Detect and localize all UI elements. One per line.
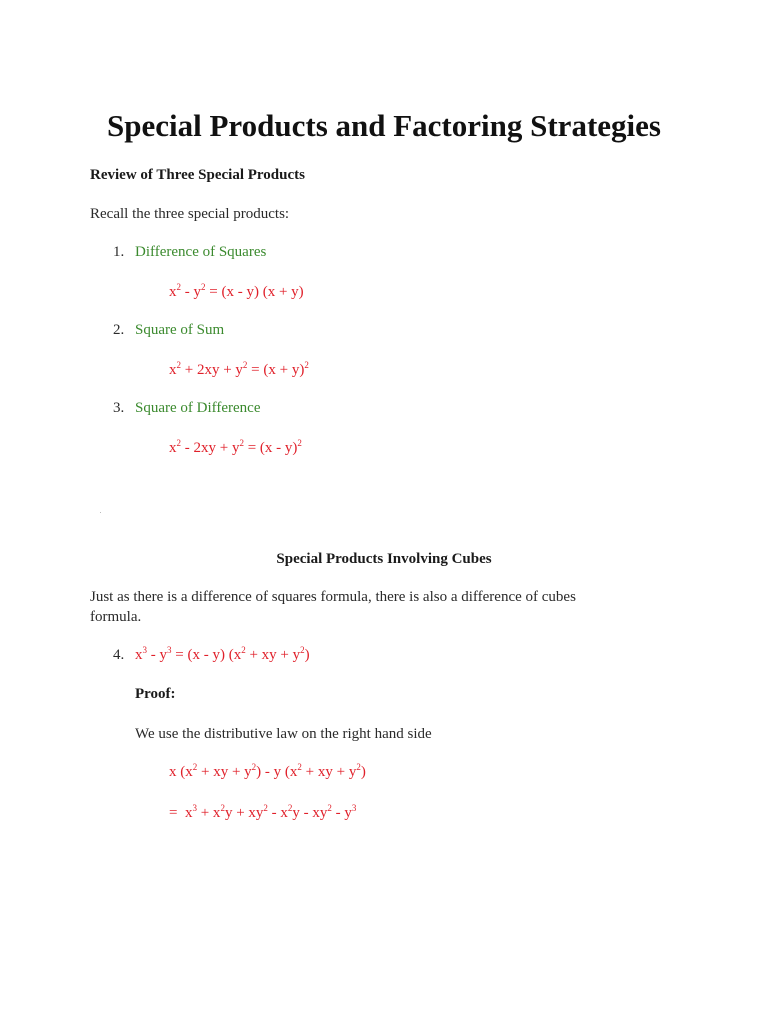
list-number: 1. xyxy=(113,244,125,260)
list-item-term: Square of Difference xyxy=(135,400,261,416)
proof-text: We use the distributive law on the right hand side xyxy=(135,726,432,742)
formula: $x^2 + 2xy + y^2 = (x + y)^2$ xyxy=(169,360,309,378)
section-heading-cubes: Special Products Involving Cubes xyxy=(276,551,492,567)
paragraph-line: Just as there is a difference of squares formula, there is also a difference of cubes xyxy=(90,589,576,605)
list-number: 4. xyxy=(113,647,125,663)
proof-label: Proof: xyxy=(135,686,176,702)
list-number: 3. xyxy=(113,400,125,416)
list-item-term: Square of Sum xyxy=(135,322,225,338)
section-heading-review: Review of Three Special Products xyxy=(90,167,305,183)
intro-text: Recall the three special products: xyxy=(90,206,290,222)
formula: $x^3 - y^3 = (x - y) (x^2$ + xy + $y^2$) xyxy=(135,645,310,663)
paragraph-line: formula. xyxy=(90,609,142,625)
formula: $x^2 - y^2 = (x - y) (x + y)$ xyxy=(169,282,304,300)
page-title: Special Products and Factoring Strategies xyxy=(107,108,661,143)
list-item-term: Difference of Squares xyxy=(135,244,267,260)
stray-mark xyxy=(100,512,101,513)
list-number: 2. xyxy=(113,322,125,338)
formula: x ($x^2$ + xy + $y^2$) - y ($x^2$ + xy + $y^2$) xyxy=(169,762,366,780)
formula: = $x^3 + x^2y + xy^2 - x^2y - xy^2 - y^3$ xyxy=(169,803,357,821)
formula: $x^2 - 2xy + y^2 = (x - y)^2$ xyxy=(169,438,302,456)
